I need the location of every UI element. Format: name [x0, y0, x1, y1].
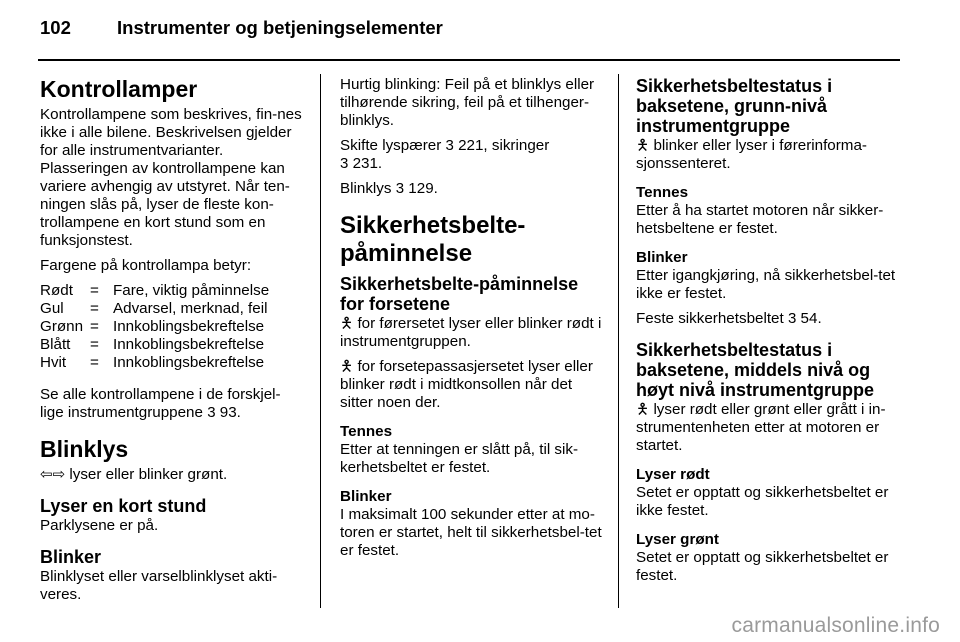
column-divider-2 — [618, 74, 619, 608]
grunn-paragraph: 🯅 blinker eller lyser i førerinforma-sjonssenteret. — [636, 137, 867, 172]
kort-paragraph: Parklysene er på. — [40, 517, 159, 534]
heading-blinker-2: Blinker — [340, 488, 392, 505]
heading-sikkerhetsbelte: Sikkerhetsbelte-påminnelse — [340, 212, 526, 267]
forer-paragraph: 🯅 for førersetet lyser eller blinker rødt i instrumentgruppen. — [340, 315, 602, 350]
tennes-paragraph: Etter at tenningen er slått på, til sik-kerhetsbeltet er festet. — [340, 441, 579, 476]
page-ref-icon: 3 — [445, 137, 454, 154]
color-cell-eq: = — [90, 282, 99, 299]
column-2 — [340, 76, 605, 567]
header-title: Instrumenter og betjeningselementer — [117, 17, 443, 38]
heading-grunn-niva: Sikkerhetsbeltestatus i baksetene, grunn-nivå instrumentgruppe — [636, 76, 833, 136]
color-table — [40, 282, 269, 372]
rodt-paragraph: Setet er opptatt og sikkerhetsbeltet er ikke festet. — [636, 484, 889, 519]
blinker-3-paragraph: Etter igangkjøring, nå sikkerhetsbel-tet ikke er festet. — [636, 267, 896, 302]
feste-paragraph: Feste sikkerhetsbeltet 3 54. — [636, 310, 822, 327]
seatbelt-icon: 🯅 — [636, 137, 650, 154]
tennes-3-paragraph: Etter å ha startet motoren når sikker-hetsbeltene er festet. — [636, 202, 884, 237]
see-all-paragraph: Se alle kontrollampene i de forskjel-lige instrumentgruppene 3 93. — [40, 386, 281, 421]
color-cell-color: Gul — [40, 300, 64, 317]
color-row — [40, 354, 269, 372]
color-cell-color: Hvit — [40, 354, 67, 371]
hurtig-paragraph: Hurtig blinking: Feil på et blinklys eller tilhørende sikring, feil på et tilhenger-blinklys. — [340, 76, 595, 129]
page-ref-icon: 3 — [787, 310, 797, 327]
passasjer-paragraph: 🯅 for forsetepassasjersetet lyser eller blinker rødt i midtkonsollen når det sitter noen der. — [340, 358, 593, 411]
heading-lyser-kort: Lyser en kort stund — [40, 496, 207, 516]
page-number: 102 — [40, 17, 71, 38]
header-rule — [38, 59, 900, 61]
column-divider-1 — [320, 74, 321, 608]
heading-tennes: Tennes — [340, 423, 393, 440]
seatbelt-icon: 🯅 — [340, 315, 354, 332]
color-cell-eq: = — [90, 318, 99, 335]
watermark: carmanualsonline.info — [731, 614, 940, 637]
page-ref-icon: 3 — [207, 404, 216, 421]
color-cell-meaning: Fare, viktig påminnelse — [113, 282, 270, 299]
intro-paragraph: Kontrollampene som beskrives, fin-nes ikke i alle bilene. Beskrivelsen gjelder for alle instrumentvarianter. Plasseringen av kontrollampene kan variere avhengig av utstyret. Når ten-ningen slås på, lyser de fleste kon-trollampene en kort stund som en funksjonstest. — [40, 106, 302, 249]
color-cell-color: Blått — [40, 336, 71, 353]
color-cell-eq: = — [90, 300, 99, 317]
color-row — [40, 282, 269, 300]
heading-forsetene: Sikkerhetsbelte-påminnelse for forsetene — [340, 274, 579, 314]
seatbelt-icon: 🯅 — [636, 401, 650, 418]
heading-middels-niva: Sikkerhetsbeltestatus i baksetene, middels nivå og høyt nivå instrumentgruppe — [636, 340, 875, 400]
gront-paragraph: Setet er opptatt og sikkerhetsbeltet er festet. — [636, 549, 889, 584]
color-cell-color: Grønn — [40, 318, 84, 335]
middels-paragraph: 🯅 lyser rødt eller grønt eller grått i in-strumentenheten etter at motoren er startet. — [636, 401, 886, 454]
color-cell-meaning: Innkoblingsbekreftelse — [113, 336, 265, 353]
column-1 — [40, 76, 303, 611]
color-row — [40, 300, 269, 318]
colors-intro: Fargene på kontrollampa betyr: — [40, 257, 252, 274]
blinklys-ref-paragraph: Blinklys 3 129. — [340, 180, 438, 197]
page-ref-icon: 3 — [340, 155, 349, 172]
turn-signal-icon: ⇦⇨ — [40, 466, 66, 483]
color-cell-eq: = — [90, 336, 99, 353]
color-cell-eq: = — [90, 354, 99, 371]
seatbelt-passenger-icon: 🯅 — [340, 358, 354, 375]
blinklys-paragraph: ⇦⇨ lyser eller blinker grønt. — [40, 466, 228, 483]
color-row — [40, 336, 269, 354]
page-ref-icon: 3 — [395, 180, 405, 197]
color-row — [40, 318, 269, 336]
blinker-paragraph: Blinklyset eller varselblinklyset akti-veres. — [40, 568, 278, 603]
column-3 — [636, 76, 906, 592]
color-cell-meaning: Advarsel, merknad, feil — [113, 300, 268, 317]
heading-blinker: Blinker — [40, 547, 102, 567]
heading-kontrollamper: Kontrollamper — [40, 76, 198, 102]
heading-lyser-rodt: Lyser rødt — [636, 466, 710, 483]
color-cell-color: Rødt — [40, 282, 73, 299]
skifte-paragraph: Skifte lyspærer 3 221, sikringer 3 231. — [340, 137, 550, 172]
heading-lyser-gront: Lyser grønt — [636, 531, 719, 548]
heading-blinklys: Blinklys — [40, 436, 129, 462]
heading-tennes-3: Tennes — [636, 184, 689, 201]
heading-blinker-3: Blinker — [636, 249, 688, 266]
color-cell-meaning: Innkoblingsbekreftelse — [113, 354, 265, 371]
blinker-2-paragraph: I maksimalt 100 sekunder etter at mo-toren er startet, helt til sikkerhetsbel-tet er festet. — [340, 506, 602, 559]
page-header — [40, 17, 443, 39]
color-cell-meaning: Innkoblingsbekreftelse — [113, 318, 265, 335]
